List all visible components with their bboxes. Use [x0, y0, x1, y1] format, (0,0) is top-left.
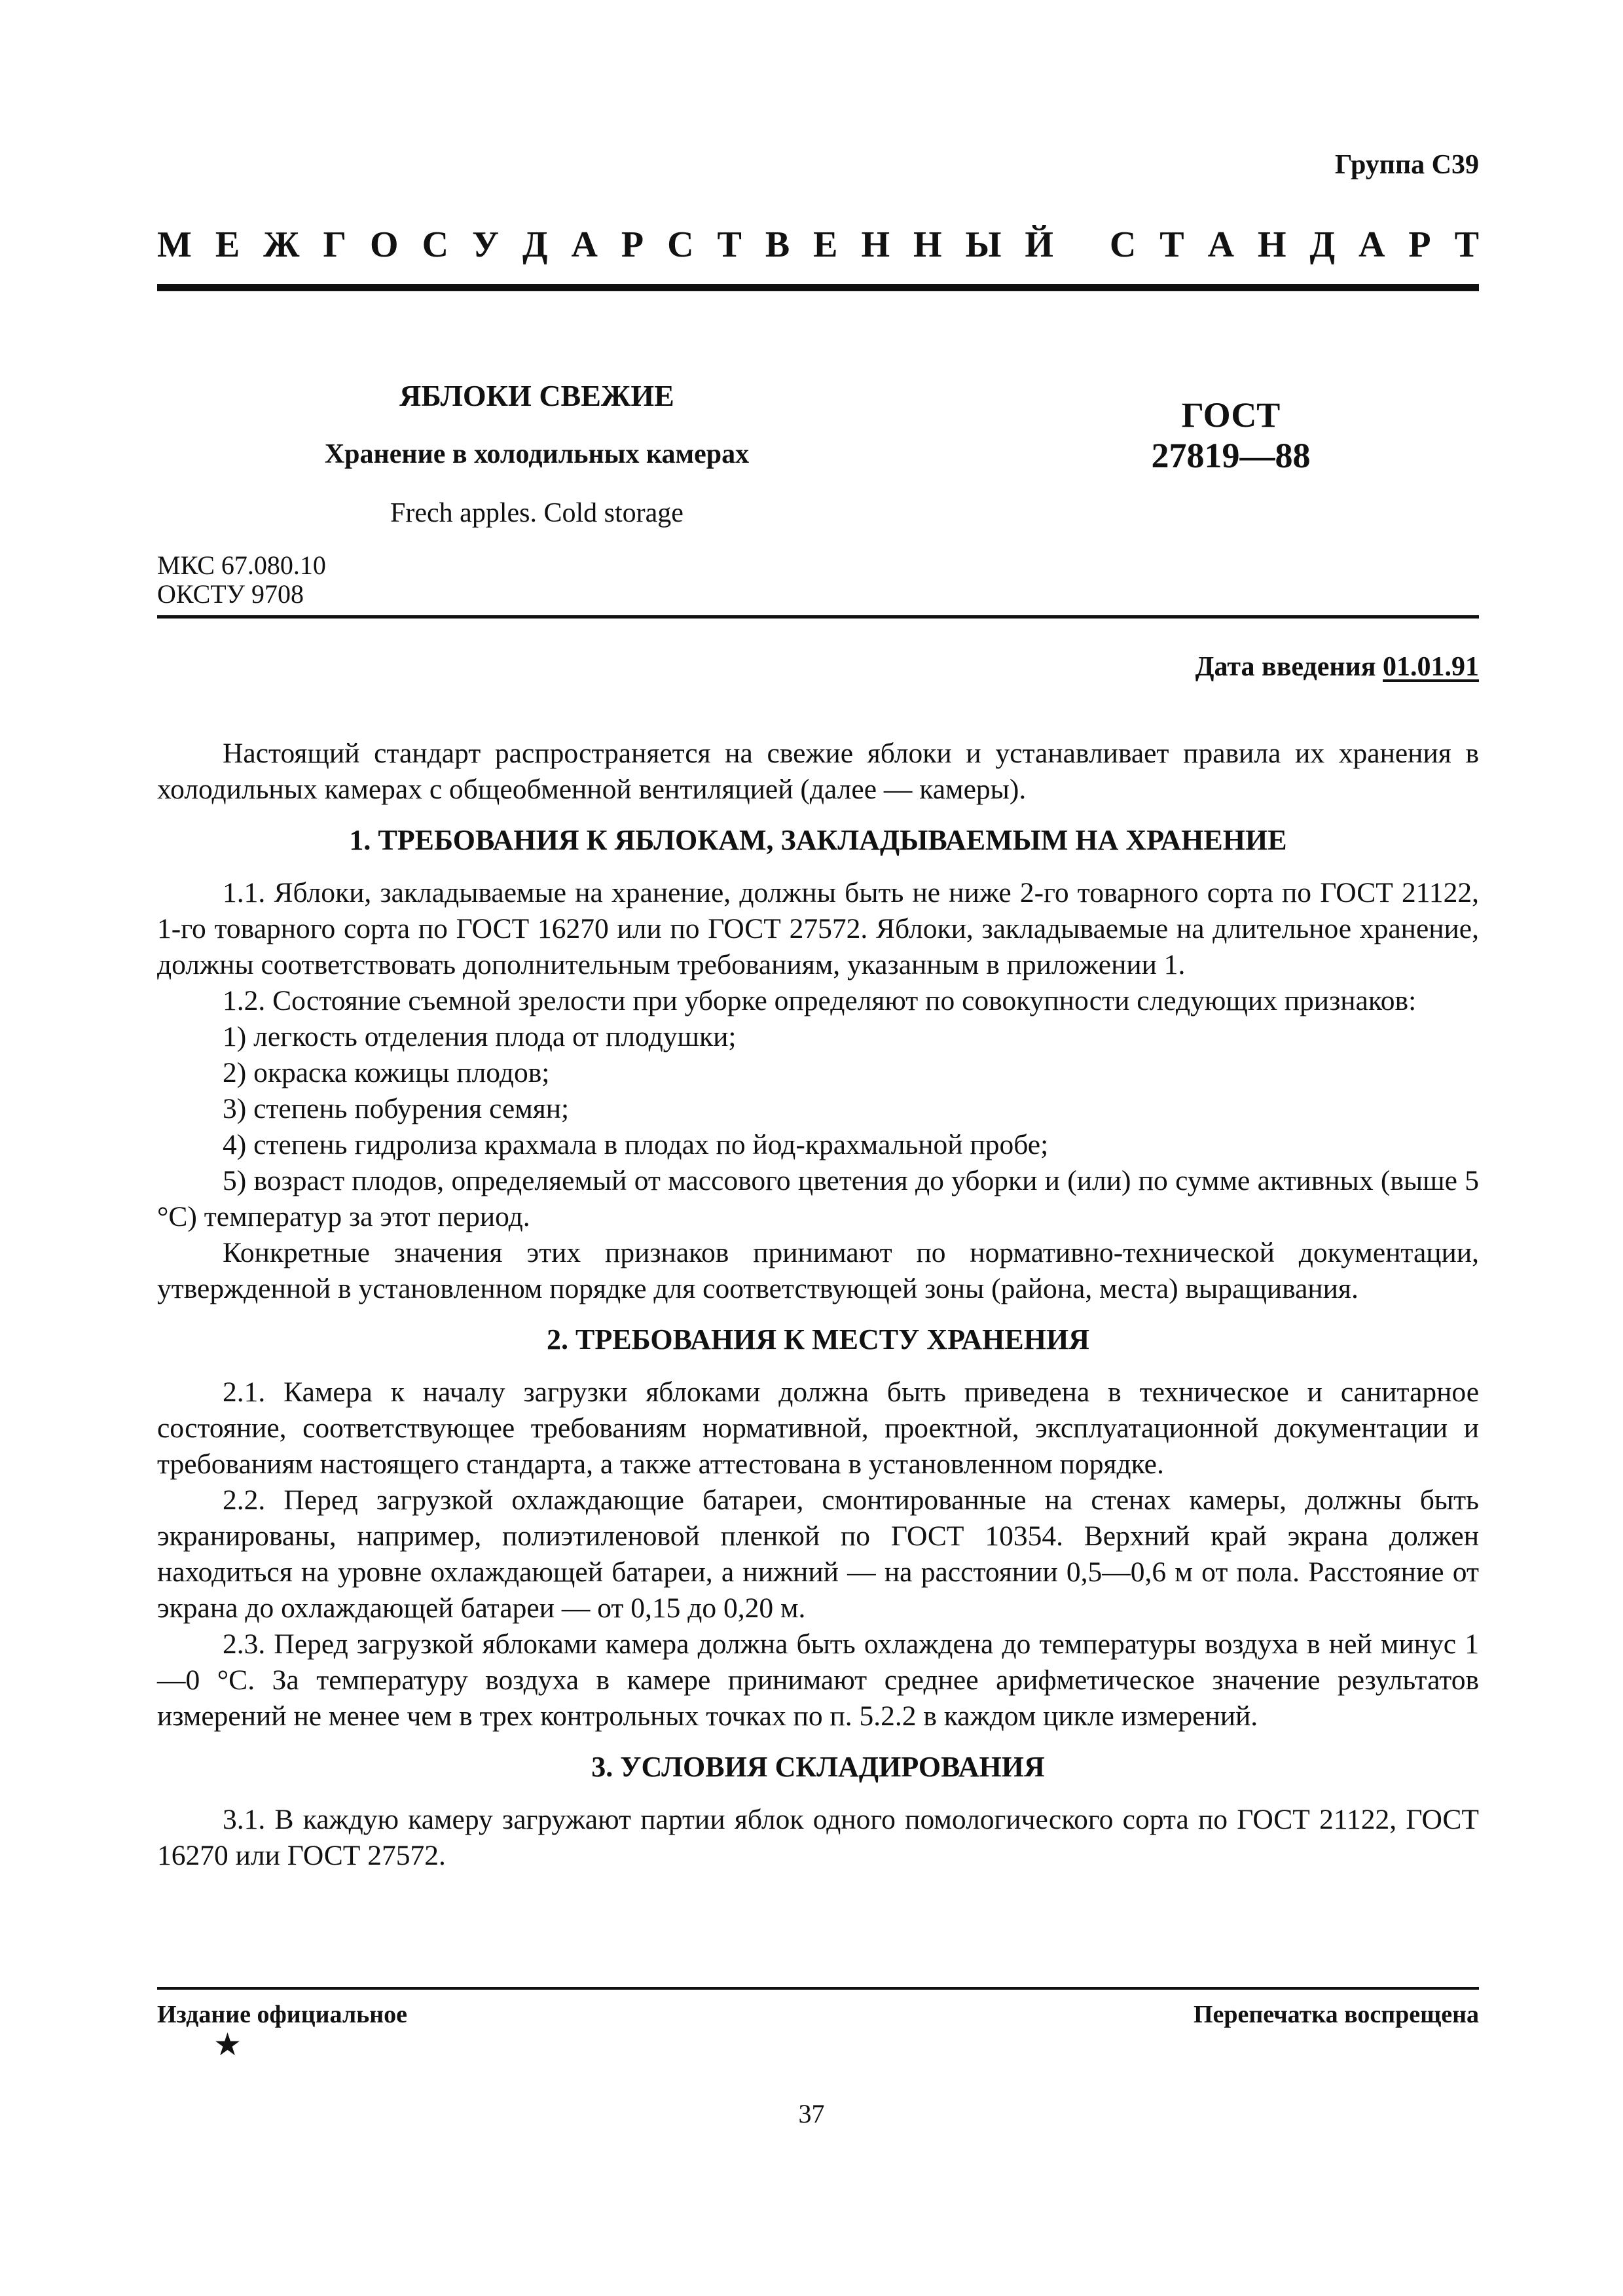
spaced-letter: Р — [1408, 224, 1431, 265]
clause-1-note: Конкретные значения этих признаков принимают по нормативно-технической документации, утвержденной в установленном порядке для соответствующей зоны (района, места) выращивания. — [157, 1237, 1479, 1304]
interstate-standard-heading — [157, 224, 1479, 266]
gost-designation — [1074, 395, 1388, 476]
document-body — [157, 736, 1479, 1874]
title-divider — [157, 615, 1479, 619]
list-item: 2) окраска кожицы плодов; — [223, 1057, 550, 1088]
header-rule — [157, 284, 1479, 291]
spaced-letter: Н — [1258, 224, 1286, 265]
document-title: ЯБЛОКИ СВЕЖИЕ — [399, 379, 674, 412]
word-gap — [1077, 224, 1086, 266]
section-heading: 2. ТРЕБОВАНИЯ К МЕСТУ ХРАНЕНИЯ — [547, 1323, 1089, 1355]
document-subtitle: Хранение в холодильных камерах — [324, 439, 750, 469]
list-item: 5) возраст плодов, определяемый от массового цветения до уборки и (или) по сумме активных (выше 5 °С) температур за этот период. — [157, 1165, 1479, 1232]
list-item: 1) легкость отделения плода от плодушки; — [223, 1021, 737, 1052]
star-icon: ★ — [213, 2028, 242, 2062]
mks-code: МКС 67.080.10 — [157, 550, 326, 580]
spaced-letter: Ы — [965, 224, 1002, 265]
spaced-letter: Й — [1025, 224, 1053, 265]
clause-1-2: 1.2. Состояние съемной зрелости при уборке определяют по совокупности следующих признаков: — [223, 985, 1417, 1016]
clause-1-1: 1.1. Яблоки, закладываемые на хранение, должны быть не ниже 2-го товарного сорта по ГОСТ 21122, 1-го товарного сорта по ГОСТ 16270 или по ГОСТ 27572. Яблоки, закладываемые на длительное хранение, должны соответствовать дополнительным требованиям, указанным в приложении 1. — [157, 877, 1479, 980]
list-item: 3) степень побурения семян; — [223, 1093, 570, 1124]
spaced-letter: А — [571, 224, 598, 265]
official-edition-label: Издание официальное — [157, 2001, 408, 2028]
spaced-letter: Д — [522, 224, 548, 265]
reprint-prohibited-label: Перепечатка воспрещена — [1193, 2001, 1479, 2028]
clause-2-2: 2.2. Перед загрузкой охлаждающие батареи, смонтированные на стенах камеры, должны быть экранированы, например, полиэтиленовой пленкой по ГОСТ 10354. Верхний край экрана должен находиться на уровне охлаждающей батареи, а нижний — на расстоянии 0,5—0,6 м от пола. Расстояние от экрана до охлаждающей батареи — от 0,15 до 0,20 м. — [157, 1484, 1479, 1624]
spaced-letter: Р — [621, 224, 644, 265]
spaced-letter: С — [422, 224, 449, 265]
clause-3-1: 3.1. В каждую камеру загружают партии яблок одного помологического сорта по ГОСТ 21122, ГОСТ 16270 или ГОСТ 27572. — [157, 1804, 1479, 1871]
spaced-letter: В — [765, 224, 790, 265]
spaced-letter: С — [667, 224, 694, 265]
okstu-code: ОКСТУ 9708 — [157, 579, 304, 609]
intro-date-value: 01.01.91 — [1383, 652, 1479, 682]
group-code: Группа С39 — [1334, 150, 1479, 180]
introduction-date — [1195, 651, 1479, 683]
spaced-letter: Н — [913, 224, 942, 265]
spaced-letter: Е — [215, 224, 240, 265]
intro-paragraph: Настоящий стандарт распространяется на свежие яблоки и устанавливает правила их хранения в холодильных камерах с общеобменной вентиляцией (далее — камеры). — [157, 738, 1479, 805]
spaced-letter: М — [157, 224, 192, 265]
spaced-letter: Т — [1454, 224, 1479, 265]
page-number: 37 — [798, 2099, 825, 2128]
gost-number: 27819—88 — [1151, 436, 1311, 475]
spaced-letter: Ж — [263, 224, 300, 265]
english-title: Frech apples. Cold storage — [390, 498, 684, 528]
spaced-letter: Д — [1309, 224, 1336, 265]
section-heading: 1. ТРЕБОВАНИЯ К ЯБЛОКАМ, ЗАКЛАДЫВАЕМЫМ НА ХРАНЕНИЕ — [349, 824, 1287, 856]
spaced-letter: Т — [717, 224, 742, 265]
spaced-letter: А — [1207, 224, 1235, 265]
spaced-letter: У — [471, 224, 500, 265]
classification-codes — [157, 551, 326, 609]
footer-rule — [157, 1987, 1479, 1990]
spaced-letter: Е — [813, 224, 838, 265]
spaced-letter: Г — [323, 224, 347, 265]
clause-2-3: 2.3. Перед загрузкой яблоками камера должна быть охлаждена до температуры воздуха в ней минус 1—0 °С. За температуру воздуха в камере принимают среднее арифметическое значение результатов измерений не менее чем в трех контрольных точках по п. 5.2.2 в каждом цикле измерений. — [157, 1628, 1479, 1732]
intro-date-label: Дата введения — [1195, 652, 1376, 682]
clause-2-1: 2.1. Камера к началу загрузки яблоками должна быть приведена в техническое и санитарное состояние, соответствующее требованиям нормативной, проектной, эксплуатационной документации и требованиям настоящего стандарта, а также аттестована в установленном порядке. — [157, 1376, 1479, 1480]
spaced-letter: Н — [861, 224, 890, 265]
list-item: 4) степень гидролиза крахмала в плодах по йод-крахмальной пробе; — [223, 1129, 1049, 1160]
section-heading: 3. УСЛОВИЯ СКЛАДИРОВАНИЯ — [591, 1751, 1045, 1783]
spaced-letter: С — [1109, 224, 1137, 265]
spaced-letter: А — [1359, 224, 1385, 265]
gost-label: ГОСТ — [1181, 395, 1281, 435]
spaced-letter: Т — [1159, 224, 1184, 265]
spaced-letter: О — [370, 224, 399, 265]
